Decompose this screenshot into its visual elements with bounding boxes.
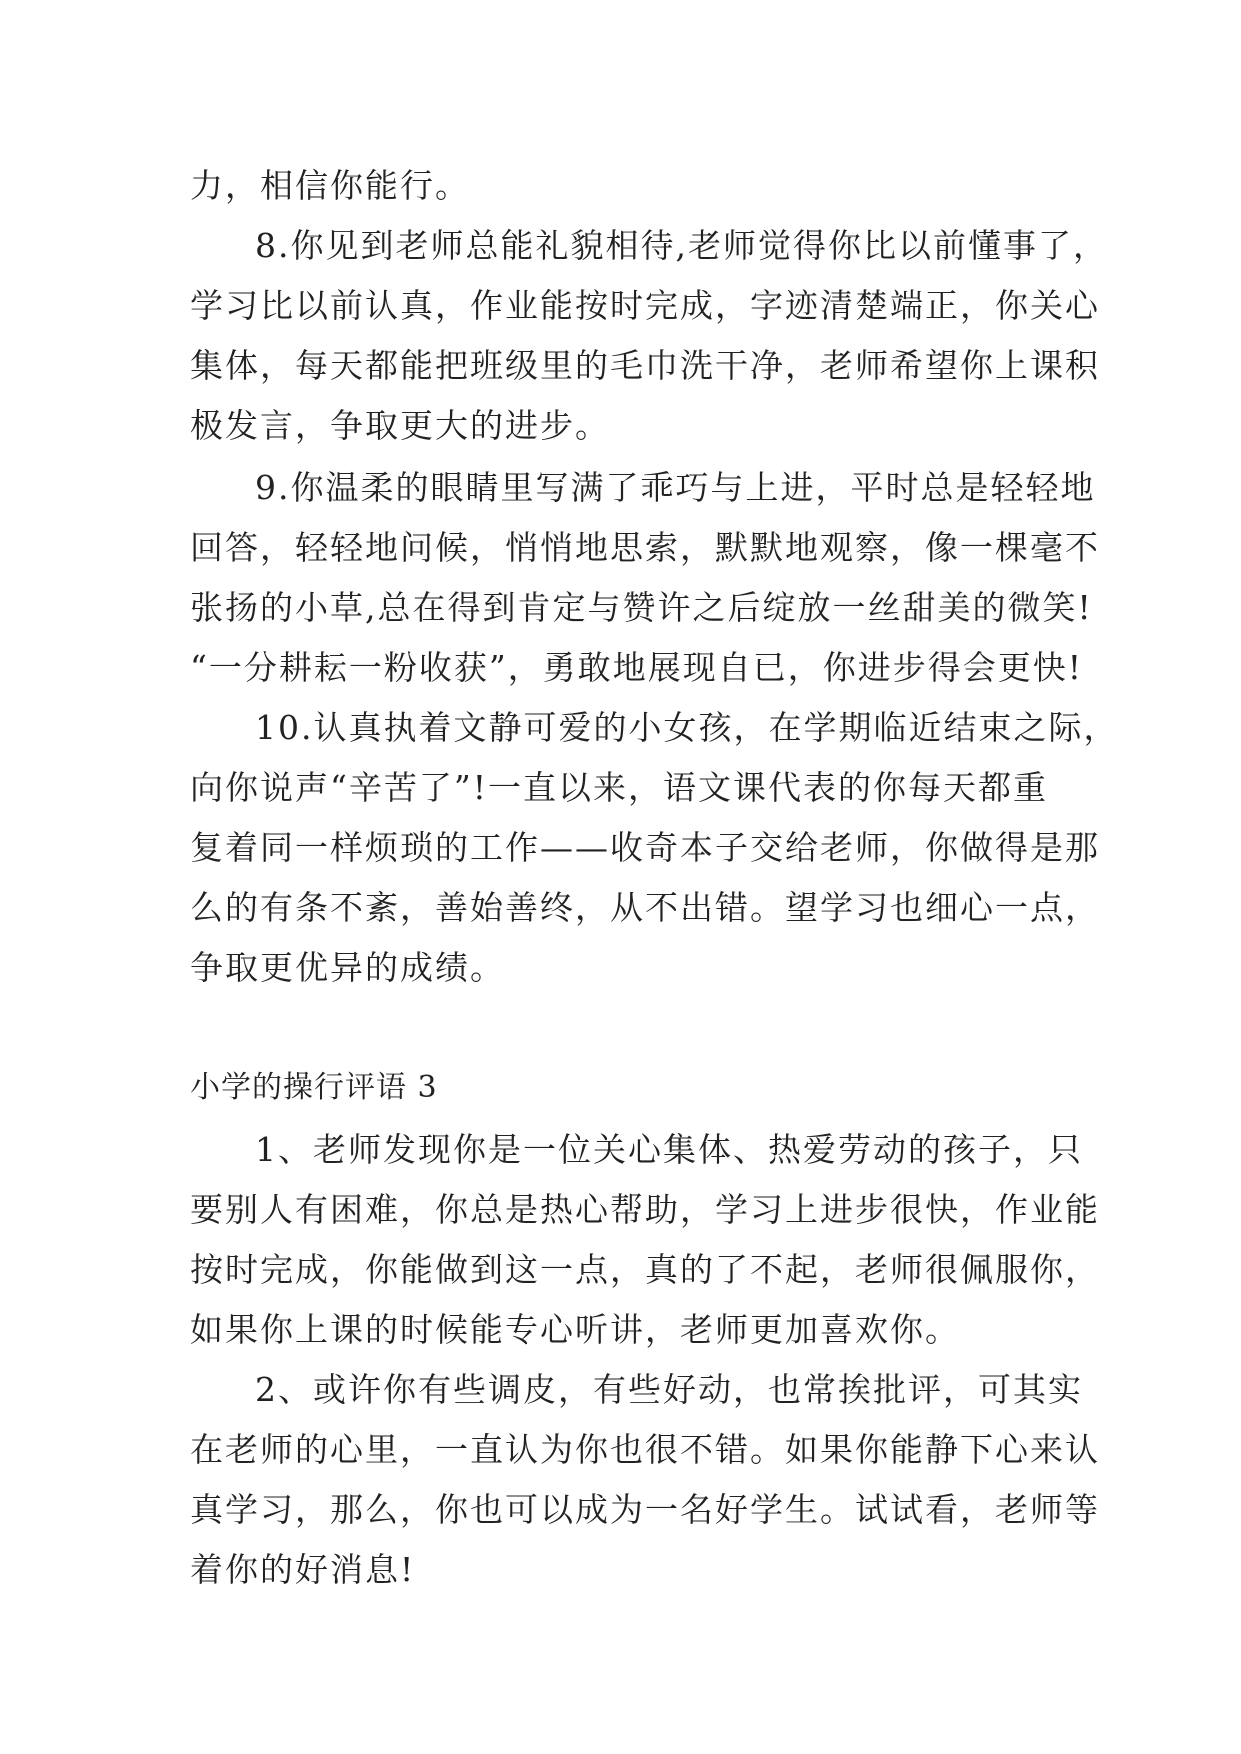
text-line: 争取更优异的成绩。 xyxy=(190,948,505,987)
text-line: 在老师的心里，一直认为你也很不错。如果你能静下心来认 xyxy=(190,1430,1100,1469)
text-line: 回答，轻轻地问候，悄悄地思索，默默地观察，像一棵毫不 xyxy=(190,528,1100,567)
text-line: 极发言，争取更大的进步。 xyxy=(190,406,610,445)
item-1-line-1: 1、老师发现你是一位关心集体、热爱劳动的孩子，只 xyxy=(255,1130,1083,1169)
text-line: 张扬的小草,总在得到肯定与赞许之后绽放一丝甜美的微笑! xyxy=(190,588,1093,627)
paragraph-9-line-1: 9.你温柔的眼睛里写满了乖巧与上进，平时总是轻轻地 xyxy=(255,468,1096,507)
text-line: 着你的好消息! xyxy=(190,1550,416,1589)
paragraph-8-line-1: 8.你见到老师总能礼貌相待,老师觉得你比以前懂事了， xyxy=(255,226,1108,265)
section-title: 小学的操行评语 3 xyxy=(190,1070,438,1105)
text-line: 集体，每天都能把班级里的毛巾洗干净，老师希望你上课积 xyxy=(190,346,1100,385)
text-line: 按时完成，你能做到这一点，真的了不起，老师很佩服你， xyxy=(190,1250,1100,1289)
text-line: 么的有条不紊，善始善终，从不出错。望学习也细心一点， xyxy=(190,888,1100,927)
text-line: 要别人有困难，你总是热心帮助，学习上进步很快，作业能 xyxy=(190,1190,1100,1229)
paragraph-10-line-1: 10.认真执着文静可爱的小女孩，在学期临近结束之际， xyxy=(255,708,1119,747)
text-line: 复着同一样烦琐的工作——收奇本子交给老师，你做得是那 xyxy=(190,828,1100,867)
text-line: 力，相信你能行。 xyxy=(190,166,470,205)
text-line: 如果你上课的时候能专心听讲，老师更加喜欢你。 xyxy=(190,1310,960,1349)
text-line: 学习比以前认真，作业能按时完成，字迹清楚端正，你关心 xyxy=(190,286,1100,325)
text-line: “一分耕耘一粉收获”，勇敢地展现自已，你进步得会更快! xyxy=(190,648,1084,687)
item-2-line-1: 2、或许你有些调皮，有些好动，也常挨批评，可其实 xyxy=(255,1370,1083,1409)
text-line: 真学习，那么，你也可以成为一名好学生。试试看，老师等 xyxy=(190,1490,1100,1529)
text-line: 向你说声“辛苦了”!一直以来，语文课代表的你每天都重 xyxy=(190,768,1049,807)
